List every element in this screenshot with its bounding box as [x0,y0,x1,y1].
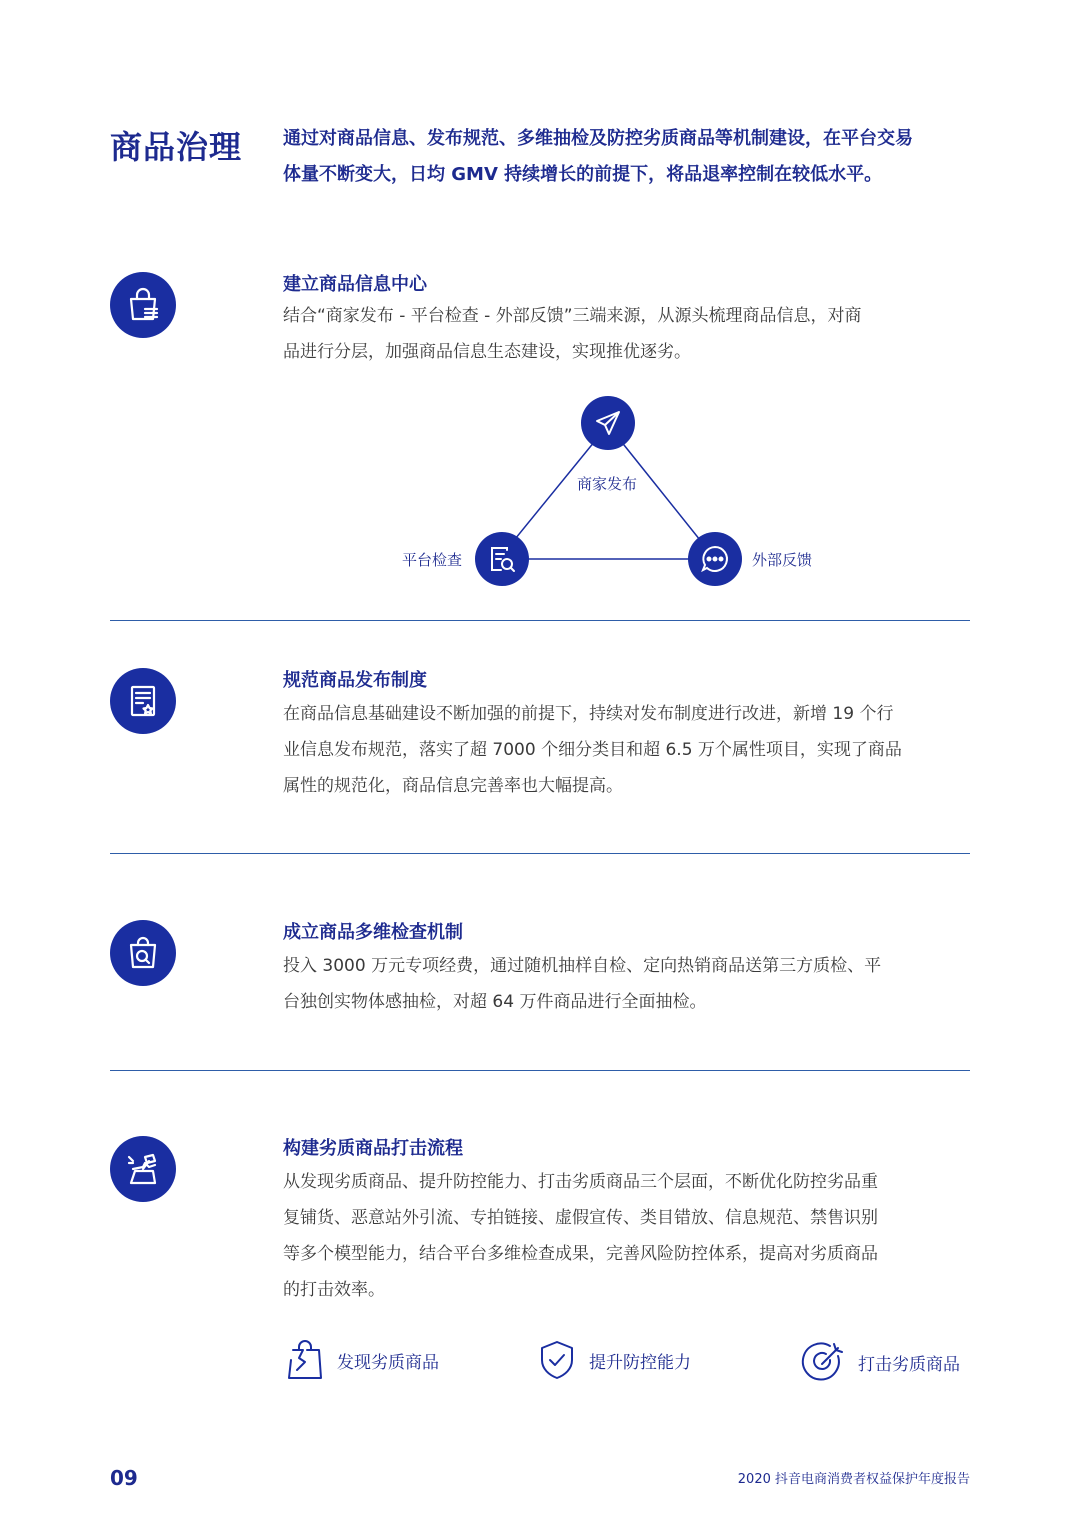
divider [110,853,970,854]
diagram-label-merchant: 商家发布 [577,475,638,493]
bottom-label-discover: 发现劣质商品 [337,1352,439,1373]
intro-line: 体量不断变大，日均 GMV 持续增长的前提下，将品退率控制在较低水平。 [283,164,883,185]
body-line: 从发现劣质商品、提升防控能力、打击劣质商品三个层面，不断优化防控劣品重 [283,1172,878,1192]
body-line: 在商品信息基础建设不断加强的前提下，持续对发布制度进行改进，新增 19 个行 [283,704,894,724]
bag-search-icon [110,920,176,986]
intro-line: 通过对商品信息、发布规范、多维抽检及防控劣质商品等机制建设，在平台交易 [283,128,913,149]
body-line: 投入 3000 万元专项经费，通过随机抽样自检、定向热销商品送第三方质检、平 [283,956,882,976]
page-title: 商品治理 [110,128,243,166]
section-title-publish-rules: 规范商品发布制度 [283,670,427,691]
shield-check-icon [535,1338,579,1382]
bottom-item-strike [800,1338,960,1386]
broken-bag-icon [283,1338,327,1382]
document-star-icon [110,668,176,734]
bottom-item-prevent [535,1338,691,1382]
divider [110,620,970,621]
paper-plane-icon [581,396,635,450]
body-line: 复铺货、恶意站外引流、专拍链接、虚假宣传、类目错放、信息规范、禁售识别 [283,1208,878,1228]
body-line: 业信息发布规范，落实了超 7000 个细分类目和超 6.5 万个属性项目，实现了商品 [283,740,902,760]
bottom-label-prevent: 提升防控能力 [589,1352,691,1373]
diagram-label-external: 外部反馈 [752,551,813,569]
section-body-multi-check [283,948,983,1020]
bottom-item-discover [283,1338,439,1382]
section-body-publish-rules [283,696,983,804]
chat-bubble-icon [688,532,742,586]
section-body-strike-process [283,1164,983,1308]
body-line: 品进行分层，加强商品信息生态建设，实现推优逐劣。 [283,342,691,362]
intro-paragraph [283,121,983,193]
hammer-strike-icon [110,1136,176,1202]
target-arrow-icon [800,1338,848,1386]
section-title-strike-process: 构建劣质商品打击流程 [283,1138,463,1159]
document-search-icon [475,532,529,586]
page-number: 09 [110,1466,138,1490]
body-line: 属性的规范化，商品信息完善率也大幅提高。 [283,776,623,796]
section-body-info-center [283,298,983,370]
report-name: 2020 抖音电商消费者权益保护年度报告 [737,1472,970,1487]
section-title-multi-check: 成立商品多维检查机制 [283,922,463,943]
diagram-label-platform: 平台检查 [402,551,463,569]
bottom-label-strike: 打击劣质商品 [858,1354,960,1375]
shopping-bag-list-icon [110,272,176,338]
body-line: 的打击效率。 [283,1280,385,1300]
body-line: 台独创实物体感抽检，对超 64 万件商品进行全面抽检。 [283,992,707,1012]
section-title-info-center: 建立商品信息中心 [283,274,427,295]
body-line: 等多个模型能力，结合平台多维检查成果，完善风险防控体系，提高对劣质商品 [283,1244,878,1264]
body-line: 结合“商家发布 - 平台检查 - 外部反馈”三端来源，从源头梳理商品信息，对商 [283,306,862,326]
divider [110,1070,970,1071]
